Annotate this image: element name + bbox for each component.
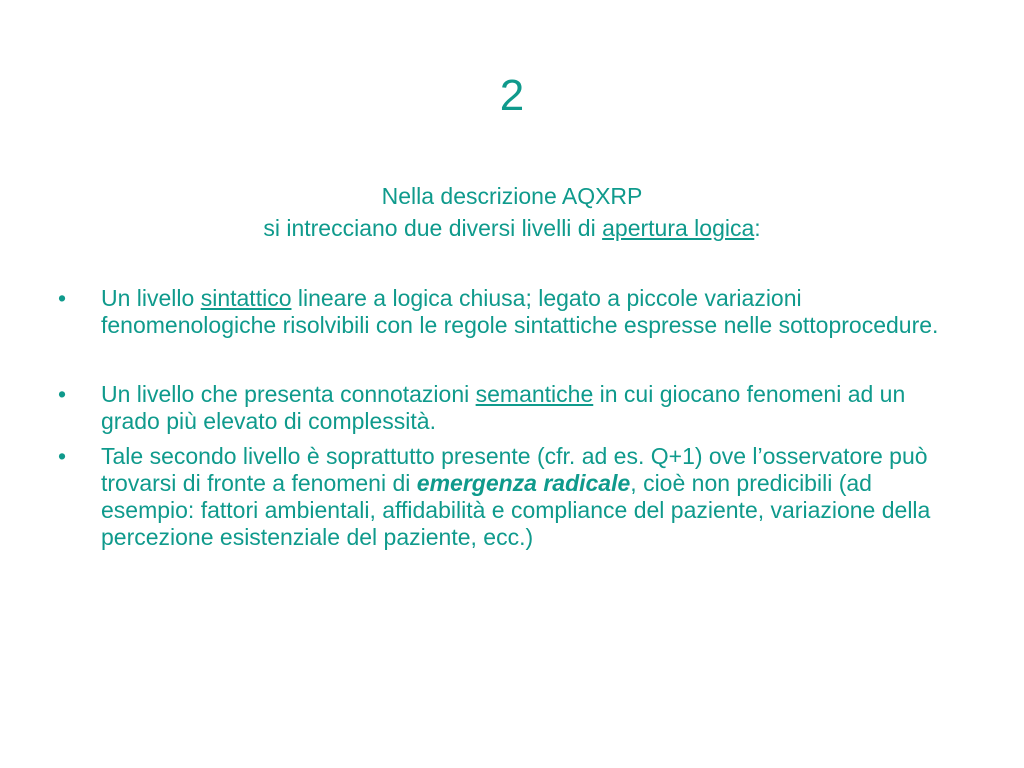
slide-subtitle — [0, 180, 1024, 244]
subtitle-line-2-text: si intrecciano due diversi livelli di — [263, 215, 603, 241]
bullet-text-before: Un livello — [101, 285, 201, 311]
list-item — [58, 443, 958, 551]
bullet-text-before: Un livello che presenta connotazioni — [101, 381, 476, 407]
subtitle-line-2 — [0, 212, 1024, 244]
bullet-icon: • — [58, 443, 67, 469]
bullet-text-before: Tale secondo livello è soprattutto presente (cfr. ad es. Q+1) ove l’osservatore può trovarsi di fronte a fenomeni di — [101, 443, 928, 496]
subtitle-line-1: Nella descrizione AQXRP — [381, 183, 643, 209]
slide-title: 2 — [499, 71, 525, 120]
list-item — [58, 285, 958, 339]
bullet-text-after: lineare a logica chiusa; legato a piccole variazioni fenomenologiche risolvibili con le regole sintattiche espresse nelle sottoprocedure. — [101, 285, 939, 338]
subtitle-underlined-term: apertura logica — [602, 215, 755, 241]
bullet-icon: • — [58, 285, 67, 311]
bullet-icon: • — [58, 381, 67, 407]
bullet-text-after: in cui giocano fenomeni ad un grado più elevato di complessità. — [101, 381, 906, 434]
bullet-text-after: , cioè non predicibili (ad esempio: fattori ambientali, affidabilità e compliance del paziente, variazione della percezione esistenziale del paziente, ecc.) — [101, 470, 931, 550]
list-item — [58, 381, 958, 435]
subtitle-colon: : — [754, 215, 761, 241]
bullet-underlined-term: semantiche — [475, 381, 594, 407]
bullet-underlined-term: sintattico — [200, 285, 292, 311]
bullet-list — [58, 285, 958, 551]
bullet-emphasis-term: emergenza radicale — [416, 470, 631, 496]
